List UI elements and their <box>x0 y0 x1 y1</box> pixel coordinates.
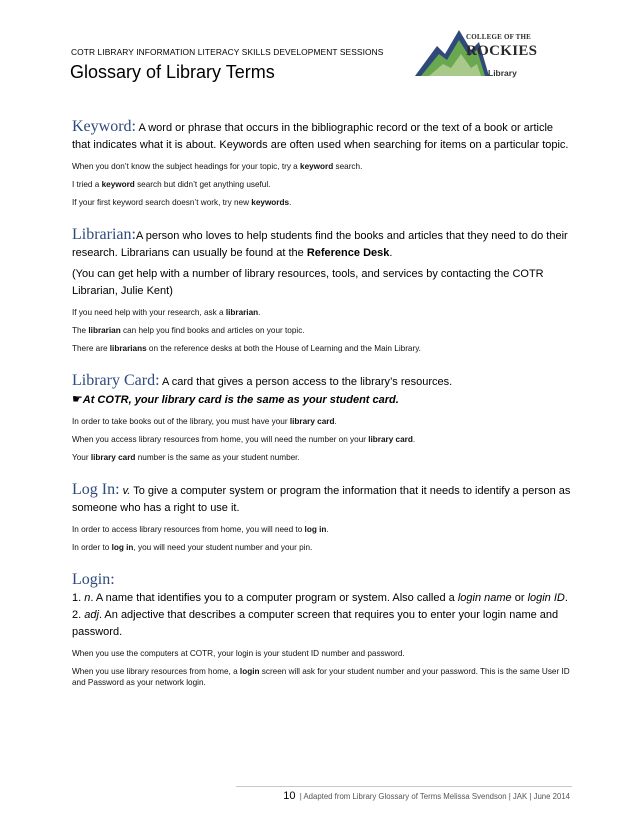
example-sentence: In order to take books out of the library, you must have your library card. <box>72 417 337 426</box>
example-sentence: In order to log in, you will need your student number and your pin. <box>72 543 313 552</box>
header-series-title: COTR LIBRARY INFORMATION LITERACY SKILLS DEVELOPMENT SESSIONS <box>71 47 384 57</box>
page-footer <box>283 790 570 802</box>
term-log-in: Log In <box>72 481 116 498</box>
pointing-hand-icon: ☛ <box>72 392 83 406</box>
term-keyword: Keyword <box>72 118 132 135</box>
contact-note: (You can get help with a number of library resources, tools, and services by contacting the COTR Librarian, Julie Kent) <box>72 268 544 297</box>
example-sentence: When you use the computers at COTR, your login is your student ID number and password. <box>72 649 405 658</box>
part-of-speech: v. <box>122 485 131 497</box>
logo-line2: ROCKIES <box>466 43 538 59</box>
sense-2: 2. adj. An adjective that describes a computer screen that requires you to enter your login name and password. <box>72 609 559 638</box>
entry-keyword: Keyword: A word or phrase that occurs in the bibliographic record or the text of a book or article that indicates what it is about. Keywords are often used when searching for items on a particular topic. When you don’t know the subject headings for your topic, try a keyword search. I tried a keyword search but didn’t get anything useful. If your first keyword search doesn’t work, try new keywords. <box>72 118 572 208</box>
logo-line3: Library <box>488 68 517 78</box>
definition: A word or phrase that occurs in the bibliographic record or the text of a book or article that indicates what it is about. Keywords are often used when searching for items on a particular topic. <box>72 122 569 151</box>
entry-login: Login: 1. n. A name that identifies you to a computer program or system. Also called a login name or login ID. 2. adj. An adjective that describes a computer screen that requires you to enter your login name and password. When you use the computers at COTR, your login is your student ID number and password. When you use library resources from home, a login screen will ask for your student number and your password. This is the same User ID and Password as your network login. <box>72 571 572 688</box>
example-sentence: When you don’t know the subject headings for your topic, try a keyword search. <box>72 162 363 171</box>
entry-library-card: Library Card: A card that gives a person access to the library’s resources. ☛At COTR, your library card is the same as your student card. In order to take books out of the library, you must have your library card. When you access library resources from home, you will need the number on your library card. Your library card number is the same as your student number. <box>72 372 572 463</box>
term-librarian: Librarian <box>72 226 132 243</box>
term-library-card: Library Card <box>72 372 156 389</box>
example-sentence: If your first keyword search doesn’t work, try new keywords. <box>72 198 292 207</box>
example-sentence: If you need help with your research, ask a librarian. <box>72 308 261 317</box>
sense-1: 1. n. A name that identifies you to a computer program or system. Also called a login name or login ID. <box>72 592 568 604</box>
example-sentence: When you access library resources from home, you will need the number on your library card. <box>72 435 416 444</box>
entry-log-in: Log In: v. To give a computer system or program the information that it needs to identify a person as someone who has a right to use it. In order to access library resources from home, you will need to log in. In order to log in, you will need your student number and your pin. <box>72 481 571 552</box>
footer-credit: | Adapted from Library Glossary of Terms Melissa Svendson | JAK | June 2014 <box>299 792 570 801</box>
page-title: Glossary of Library Terms <box>70 62 275 82</box>
example-sentence: When you use library resources from home, a login screen will ask for your student number and your password. This is the same User ID and Password as your network login. <box>72 667 570 687</box>
example-sentence: In order to access library resources from home, you will need to log in. <box>72 525 329 534</box>
page-number: 10 <box>283 790 296 802</box>
definition: A person who loves to help students find the books and articles that they need to do their research. Librarians can usually be found at the Reference Desk. <box>72 230 568 259</box>
definition: A card that gives a person access to the library’s resources. <box>161 376 453 388</box>
example-sentence: The librarian can help you find books and articles on your topic. <box>72 326 305 335</box>
glossary-content <box>72 118 572 706</box>
library-card-note: ☛At COTR, your library card is the same as your student card. <box>72 392 399 406</box>
footer-divider <box>236 786 572 787</box>
example-sentence: Your library card number is the same as your student number. <box>72 453 300 462</box>
term-login: Login <box>72 571 111 588</box>
definition: To give a computer system or program the information that it needs to identify a person as someone who has a right to use it. <box>72 485 571 514</box>
example-sentence: I tried a keyword search but didn’t get anything useful. <box>72 180 271 189</box>
logo-line1: COLLEGE OF THE <box>466 33 532 41</box>
entry-librarian: Librarian:A person who loves to help students find the books and articles that they need to do their research. Librarians can usually be found at the Reference Desk. (You can get help with a number of library resources, tools, and services by contacting the COTR Librarian, Julie Kent) If you need help with your research, ask a librarian. The librarian can help you find books and articles on your topic. There are librarians on the reference desks at both the House of Learning and the Main Library. <box>72 226 572 354</box>
example-sentence: There are librarians on the reference desks at both the House of Learning and the Main Library. <box>72 344 421 353</box>
